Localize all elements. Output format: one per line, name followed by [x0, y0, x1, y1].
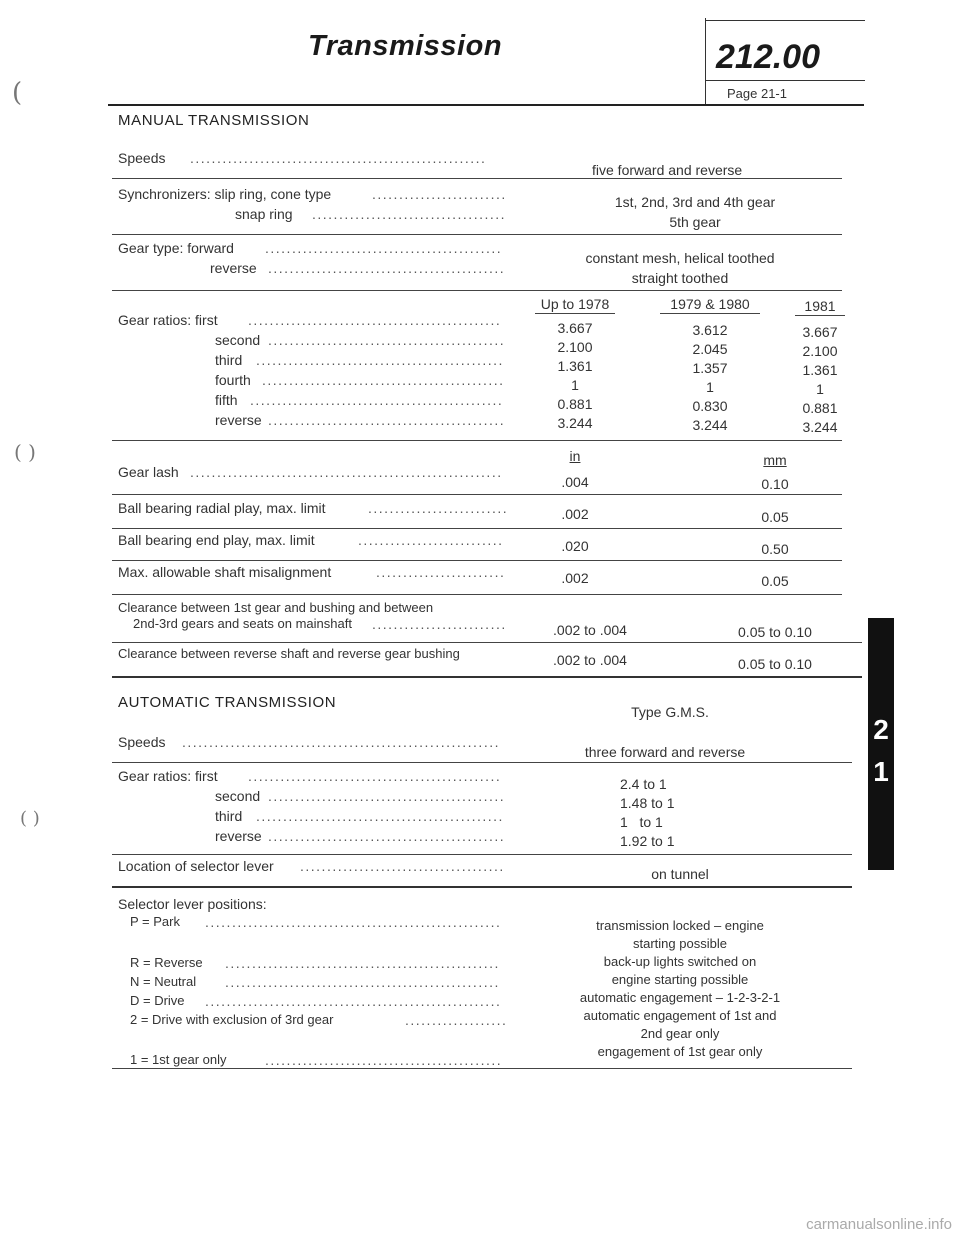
leader-dots: ............................................ [265, 1052, 503, 1068]
ratio-value: 3.667 [802, 324, 838, 340]
auto-ratio-label: Gear ratios: first [118, 768, 218, 784]
section-rule [112, 886, 852, 888]
ratio-label-fifth: fifth [215, 392, 238, 408]
header-rule [108, 104, 864, 106]
ratio-value: 3.612 [692, 322, 728, 338]
clearance1-label: Clearance between 1st gear and bushing and between [118, 600, 434, 615]
ratio-value: 0.881 [802, 400, 838, 416]
header-box-top-line [705, 20, 865, 21]
header-box-mid-line [705, 80, 865, 81]
leader-dots: ............................................... [248, 768, 502, 784]
play-in: .004 [561, 474, 589, 490]
leader-dots: ............................................ [268, 332, 506, 348]
manual-speeds-value: five forward and reverse [592, 162, 743, 178]
ratio-value: 1 [706, 379, 714, 395]
position-value: engagement of 1st gear only [597, 1044, 763, 1059]
row-rule [112, 440, 842, 441]
ratio-value: 3.244 [692, 417, 728, 433]
clearance1-in: .002 to .004 [553, 622, 627, 638]
play-label: Max. allowable shaft misalignment [118, 564, 332, 580]
ratio-value: 1 [816, 381, 824, 397]
leader-dots: ............................................ [268, 828, 506, 844]
auto-speeds-label: Speeds [118, 734, 166, 750]
ratio-value: 3.667 [557, 320, 593, 336]
binder-hole-mark: ( ) [14, 440, 36, 464]
row-rule [112, 854, 852, 855]
position-value: back-up lights switched on [603, 954, 757, 969]
position-label: 2 = Drive with exclusion of 3rd gear [130, 1012, 334, 1027]
position-label: R = Reverse [130, 955, 203, 970]
ratio-label-reverse: reverse [215, 412, 262, 428]
ratio-value: 1.357 [692, 360, 728, 376]
play-label: Ball bearing radial play, max. limit [118, 500, 326, 516]
ratio-value: 2.100 [557, 339, 593, 355]
row-rule [112, 290, 842, 291]
section-tab-digit-1: 2 [873, 714, 889, 745]
position-label: D = Drive [130, 993, 185, 1008]
page-number: Page 21-1 [727, 86, 787, 101]
gear-type-forward-value: constant mesh, helical toothed [585, 250, 775, 266]
synchronizers-label: Synchronizers: slip ring, cone type [118, 186, 332, 202]
ratio-value: 2.045 [692, 341, 728, 357]
leader-dots: ............................................ [265, 240, 503, 256]
clearance2-label: Clearance between reverse shaft and reverse gear bushing [118, 646, 460, 661]
ratio-label-first: Gear ratios: first [118, 312, 218, 328]
ratio-value: 0.830 [692, 398, 728, 414]
leader-dots: .............................................. [256, 808, 504, 824]
leader-dots: ............................................... [250, 392, 504, 408]
auto-ratio-value: 1.92 to 1 [620, 833, 675, 849]
ratio-label-fourth: fourth [215, 372, 251, 388]
auto-speeds-value: three forward and reverse [584, 744, 746, 760]
ratio-value: 1 [571, 377, 579, 393]
row-rule [112, 762, 852, 763]
auto-ratio-label: reverse [215, 828, 262, 844]
leader-dots: ................................................... [225, 955, 500, 971]
row-rule [112, 528, 842, 529]
leader-dots: ............................................ [268, 260, 506, 276]
leader-dots: .......................... [368, 500, 509, 516]
row-rule [112, 494, 842, 495]
play-mm: 0.50 [761, 541, 789, 557]
play-label: Gear lash [118, 464, 179, 480]
binder-hole-mark: ( [12, 78, 23, 108]
row-rule [112, 234, 842, 235]
synchronizers-value: 1st, 2nd, 3rd and 4th gear [614, 194, 776, 210]
selector-location-label: Location of selector lever [118, 858, 274, 874]
unit-mm-header: mm [763, 452, 787, 468]
gear-type-reverse-value: straight toothed [631, 270, 729, 286]
binder-hole-mark: ( ) [20, 808, 40, 829]
ratio-value: 3.244 [557, 415, 593, 431]
leader-dots: ......................... [372, 616, 507, 632]
ratio-value: 0.881 [557, 396, 593, 412]
clearance1-label-line2: 2nd-3rd gears and seats on mainshaft [133, 616, 352, 631]
leader-dots: ................... [405, 1012, 508, 1028]
clearance2-in: .002 to .004 [553, 652, 627, 668]
position-value: 2nd gear only [640, 1026, 720, 1041]
header-box-divider [705, 18, 706, 106]
position-value: automatic engagement – 1-2-3-2-1 [579, 990, 781, 1005]
leader-dots: ............................................ [268, 412, 506, 428]
ratio-value: 1.361 [557, 358, 593, 374]
ratio-label-third: third [215, 352, 243, 368]
play-mm: 0.05 [761, 509, 789, 525]
auto-ratio-label: third [215, 808, 243, 824]
position-label: P = Park [130, 914, 180, 929]
leader-dots: ........................ [376, 564, 506, 580]
position-value: automatic engagement of 1st and [583, 1008, 777, 1023]
auto-ratio-value: 1 to 1 [620, 814, 663, 830]
section-tab-digit-2: 1 [873, 756, 889, 787]
leader-dots: ................................................... [225, 974, 500, 990]
ratio-value: 1.361 [802, 362, 838, 378]
manual-section-title: MANUAL TRANSMISSION [118, 112, 310, 129]
automatic-section-title: AUTOMATIC TRANSMISSION [118, 694, 337, 711]
clearance1-mm: 0.05 to 0.10 [738, 624, 812, 640]
auto-ratio-value: 1.48 to 1 [620, 795, 675, 811]
leader-dots: ........................................................... [182, 734, 500, 750]
unit-in-header: in [569, 448, 581, 464]
col-header-up-to-1978: Up to 1978 [535, 296, 615, 314]
position-value: engine starting possible [611, 972, 749, 987]
play-label: Ball bearing end play, max. limit [118, 532, 315, 548]
position-value: starting possible [633, 936, 727, 951]
row-rule [112, 594, 842, 595]
selector-positions-title: Selector lever positions: [118, 896, 267, 912]
gear-type-forward-label: Gear type: forward [118, 240, 234, 256]
manual-speeds-label: Speeds [118, 150, 166, 166]
section-code: 212.00 [716, 38, 820, 76]
play-mm: 0.10 [761, 476, 789, 492]
row-rule [112, 560, 842, 561]
play-in: .002 [561, 506, 589, 522]
gear-type-reverse-label: reverse [210, 260, 257, 276]
position-label: N = Neutral [130, 974, 197, 989]
ratio-value: 3.244 [802, 419, 838, 435]
col-header-1981: 1981 [795, 298, 845, 316]
play-in: .020 [561, 538, 589, 554]
leader-dots: ............................................ [268, 788, 506, 804]
play-in: .002 [561, 570, 589, 586]
row-rule [112, 178, 842, 179]
leader-dots: ........................... [358, 532, 504, 548]
leader-dots: ............................................... [248, 312, 502, 328]
leader-dots: ......................... [372, 186, 507, 202]
watermark: carmanualsonline.info [806, 1216, 952, 1233]
snap-ring-value: 5th gear [669, 214, 721, 230]
leader-dots: .............................................. [256, 352, 504, 368]
page-title: Transmission [308, 30, 503, 62]
snap-ring-label: snap ring [235, 206, 293, 222]
play-mm: 0.05 [761, 573, 789, 589]
leader-dots: .................................... [312, 206, 507, 222]
leader-dots: ....................................................... [190, 150, 487, 166]
auto-ratio-label: second [215, 788, 261, 804]
position-value: transmission locked – engine [596, 918, 764, 933]
automatic-type: Type G.M.S. [631, 704, 709, 720]
row-rule [112, 642, 862, 643]
section-rule [112, 676, 862, 678]
leader-dots: ....................................................... [205, 914, 502, 930]
ratio-value: 2.100 [802, 343, 838, 359]
leader-dots: ...................................... [300, 858, 505, 874]
selector-location-value: on tunnel [651, 866, 709, 882]
leader-dots: ....................................................... [205, 993, 502, 1009]
auto-ratio-value: 2.4 to 1 [620, 776, 667, 792]
leader-dots: ............................................. [262, 372, 505, 388]
ratio-label-second: second [215, 332, 261, 348]
col-header-1979-1980: 1979 & 1980 [660, 296, 760, 314]
leader-dots: .......................................................... [190, 464, 503, 480]
clearance2-mm: 0.05 to 0.10 [738, 656, 812, 672]
row-rule [112, 1068, 852, 1069]
position-label: 1 = 1st gear only [130, 1052, 227, 1067]
